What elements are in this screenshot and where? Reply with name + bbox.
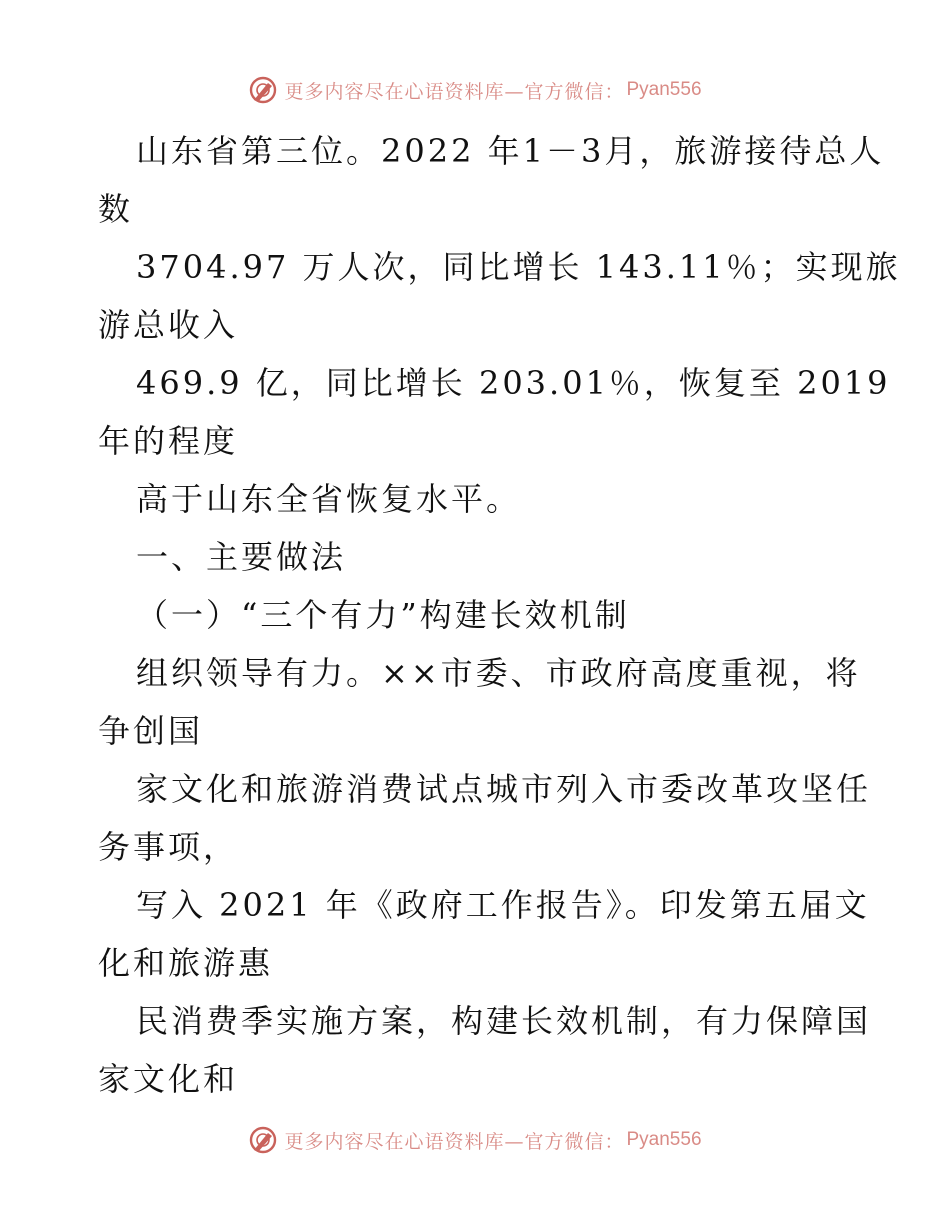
- text-line: 游总收入: [98, 306, 239, 344]
- text-line: （一）“三个有力”构建长效机制: [136, 596, 630, 634]
- text-line: 务事项，: [98, 828, 239, 866]
- text-line: 数: [98, 190, 134, 228]
- text-line: 家文化和旅游消费试点城市列入市委改革攻坚任: [136, 770, 872, 808]
- pen-logo-icon: [248, 1125, 278, 1155]
- text-line: 民消费季实施方案，构建长效机制，有力保障国: [136, 1002, 872, 1040]
- watermark-text: 更多内容尽在心语资料库—官方微信：: [284, 80, 625, 103]
- text-line: 写入 2021 年《政府工作报告》。印发第五届文: [136, 886, 870, 924]
- text-line: 高于山东全省恢复水平。: [136, 480, 522, 518]
- text-line: 3704.97 万人次，同比增长 143.11％；实现旅: [136, 248, 901, 286]
- text-line: 山东省第三位。2022 年1－3月，旅游接待总人: [136, 132, 885, 170]
- text-line: 化和旅游惠: [98, 944, 274, 982]
- text-line: 年的程度: [98, 422, 239, 460]
- watermark-handle: Pyan556: [626, 79, 702, 100]
- text-line: 组织领导有力。××市委、市政府高度重视，将: [136, 654, 861, 692]
- text-line: 469.9 亿，同比增长 203.01％，恢复至 2019: [136, 364, 891, 402]
- watermark-text: 更多内容尽在心语资料库—官方微信：: [284, 1130, 625, 1153]
- text-line: 一、主要做法: [136, 538, 347, 576]
- pen-logo-icon: [248, 75, 278, 105]
- watermark-footer: [0, 1120, 950, 1160]
- watermark-handle: Pyan556: [626, 1129, 702, 1150]
- text-line: 争创国: [98, 712, 204, 750]
- document-body: [98, 122, 901, 1108]
- text-line: 家文化和: [98, 1060, 239, 1098]
- watermark-header: [0, 70, 950, 110]
